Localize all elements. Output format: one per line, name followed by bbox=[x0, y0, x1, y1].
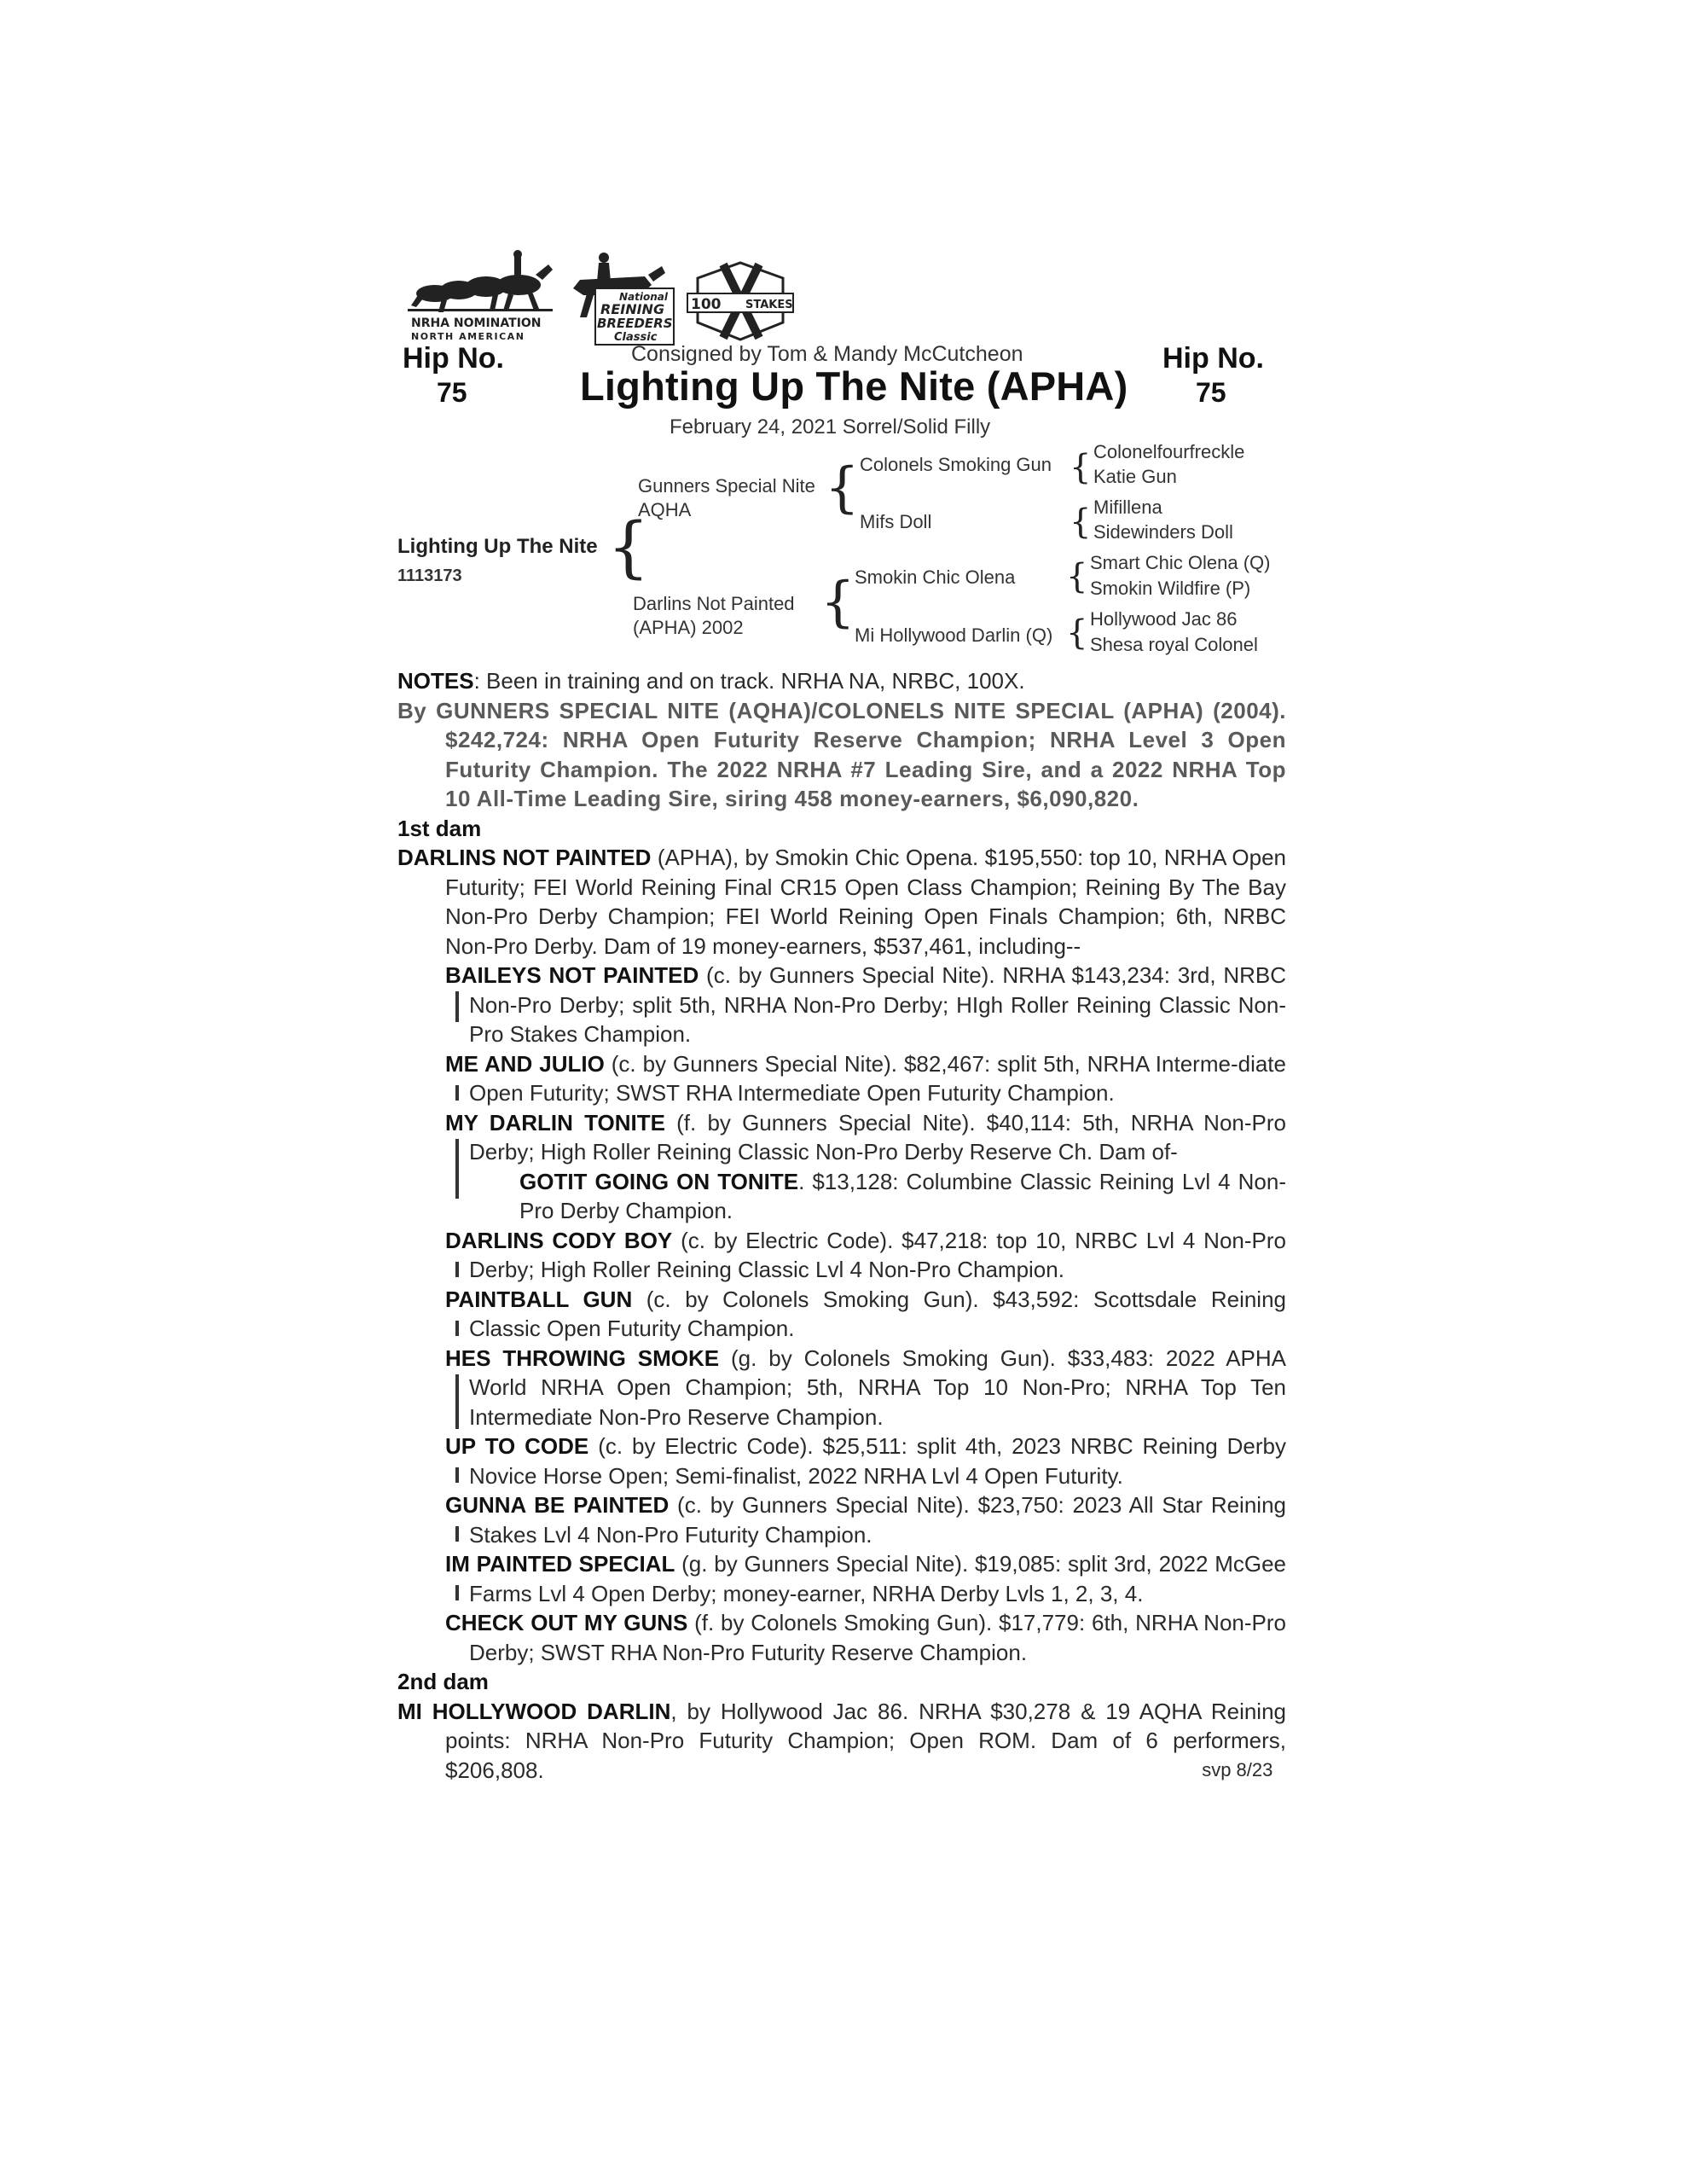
footer-code: svp 8/23 bbox=[1202, 1758, 1273, 1780]
offspring-entry: ME AND JULIO (c. by Gunners Special Nite). $82,467: split 5th, NRHA Interme-diate Open Futurity; SWST RHA Intermediate Open Futurity Champion. bbox=[445, 1050, 1286, 1106]
pedigree-dam: Darlins Not Painted (APHA) 2002 bbox=[633, 593, 795, 638]
offspring-entry: UP TO CODE (c. by Electric Code). $25,511: split 4th, 2023 NRBC Reining Derby Novice Horse Open; Semi-finalist, 2022 NRHA Lvl 4 Open Futurity. bbox=[445, 1433, 1286, 1489]
hip-label-left: Hip No. bbox=[403, 342, 504, 375]
first-dam-heading: 1st dam bbox=[397, 815, 482, 841]
offspring-bar bbox=[455, 1526, 459, 1542]
pedigree-ggp-5: Smart Chic Olena (Q) bbox=[1090, 552, 1271, 573]
hip-number-right: 75 bbox=[1196, 377, 1226, 408]
pedigree-sire-dam: Mifs Doll bbox=[860, 511, 932, 532]
nrha-logo-line1: NRHA NOMINATION bbox=[411, 317, 542, 330]
nrbc-logo-line4: Classic bbox=[614, 331, 658, 344]
horse-name-title: Lighting Up The Nite (APHA) bbox=[580, 363, 1128, 409]
registration-number: 1113173 bbox=[397, 566, 462, 585]
offspring-bar bbox=[455, 991, 459, 1022]
offspring-entry: DARLINS CODY BOY (c. by Electric Code). $47,218: top 10, NRBC Lvl 4 Non-Pro Derby; High Roller Reining Classic Lvl 4 Non-Pro Champion. bbox=[445, 1227, 1286, 1282]
notes-line: NOTES: Been in training and on track. NRHA NA, NRBC, 100X. bbox=[397, 668, 1025, 694]
offspring-entry: HES THROWING SMOKE (g. by Colonels Smoking Gun). $33,483: 2022 APHA World NRHA Open Champion; 5th, NRHA Top 10 Non-Pro; NRHA Top Ten Intermediate Non-Pro Reserve Champion. bbox=[445, 1345, 1287, 1430]
nrbc-logo-line3: BREEDERS bbox=[597, 316, 673, 331]
pedigree-brace-ggp3: { bbox=[1066, 557, 1088, 596]
pedigree-brace-main: { bbox=[607, 509, 650, 586]
pedigree-dam-sire: Smokin Chic Olena bbox=[855, 566, 1016, 588]
offspring-entry: CHECK OUT MY GUNS (f. by Colonels Smoking Gun). $17,779: 6th, NRHA Non-Pro Derby; SWST RHA Non-Pro Futurity Reserve Champion. bbox=[445, 1610, 1286, 1665]
catalog-body bbox=[397, 666, 1286, 1785]
offspring-entry: BAILEYS NOT PAINTED (c. by Gunners Special Nite). NRHA $143,234: 3rd, NRBC Non-Pro Derby; split 5th, NRHA Non-Pro Derby; HIgh Roller Reining Classic Non-Pro Stakes Champion. bbox=[445, 962, 1286, 1047]
offspring-entry: MY DARLIN TONITE (f. by Gunners Special Nite). $40,114: 5th, NRHA Non-Pro Derby; High Roller Reining Classic Non-Pro Derby Reserve Ch. Dam of- GOTIT GOING ON TONITE. $13,128: Columbine Classic Reining Lvl 4 Non-Pro Derby Champion. bbox=[421, 1108, 1286, 1226]
pedigree-sire: Gunners Special Nite AQHA bbox=[638, 475, 815, 520]
offspring-entry: PAINTBALL GUN (c. by Colonels Smoking Gun). $43,592: Scottsdale Reining Classic Open Futurity Champion. bbox=[445, 1286, 1286, 1341]
sire-paragraph: By GUNNERS SPECIAL NITE (AQHA)/COLONELS NITE SPECIAL (APHA) (2004). $242,724: NRHA Open Futurity Reserve Champion; NRHA Level 3 Open Futurity Champion. The 2022 NRHA #7 Leading Sire, and a 2022 NRHA Top 10 All-Time Leading Sire, siring 458 money-earners, $6,090,820. bbox=[397, 697, 1286, 811]
100x-stakes-logo bbox=[682, 256, 798, 346]
offspring-bar bbox=[455, 1321, 459, 1336]
pedigree-brace-ggp4: { bbox=[1066, 613, 1088, 653]
offspring-bar bbox=[455, 1585, 459, 1600]
offspring-bar bbox=[455, 1467, 459, 1483]
grand-offspring-entry: GOTIT GOING ON TONITE. $13,128: Columbine Classic Reining Lvl 4 Non-Pro Derby Champion. bbox=[519, 1168, 1286, 1223]
pedigree-brace-sire: { bbox=[825, 456, 860, 520]
pedigree-ggp-6: Smokin Wildfire (P) bbox=[1090, 578, 1251, 599]
pedigree-subject: Lighting Up The Nite bbox=[397, 535, 598, 558]
nrha-nomination-logo bbox=[408, 249, 557, 350]
first-dam-paragraph: DARLINS NOT PAINTED (APHA), by Smokin Chic Opena. $195,550: top 10, NRHA Open Futurity; FEI World Reining Final CR15 Open Class Champion; Reining By The Bay Non-Pro Derby Champion; FEI World Reining Open Finals Champion; 6th, NRBC Non-Pro Derby. Dam of 19 money-earners, $537,461, including-- bbox=[397, 845, 1286, 959]
nrha-logo-line2: NORTH AMERICAN bbox=[411, 331, 525, 342]
hip-label-right: Hip No. bbox=[1162, 342, 1264, 375]
pedigree-ggp-3: Mifillena bbox=[1093, 497, 1162, 518]
nrbc-logo bbox=[563, 251, 678, 346]
offspring-bar bbox=[455, 1262, 459, 1277]
second-dam-paragraph: MI HOLLYWOOD DARLIN, by Hollywood Jac 86. NRHA $30,278 & 19 AQHA Reining points: NRHA Non-Pro Futurity Champion; Open ROM. Dam of 6 performers, $206,808. svp 8/23 bbox=[397, 1697, 1286, 1786]
foaling-details: February 24, 2021 Sorrel/Solid Filly bbox=[670, 415, 991, 439]
consignor-line: Consigned by Tom & Mandy McCutcheon bbox=[631, 342, 1023, 366]
pedigree-sire-sire: Colonels Smoking Gun bbox=[860, 454, 1052, 475]
offspring-bar bbox=[455, 1139, 459, 1199]
offspring-bar bbox=[455, 1085, 459, 1101]
nrbc-logo-line1: National bbox=[619, 291, 668, 303]
nrbc-logo-line2: REINING bbox=[600, 301, 665, 317]
second-dam-heading: 2nd dam bbox=[397, 1669, 489, 1694]
pedigree-brace-ggp2: { bbox=[1070, 502, 1092, 542]
100x-logo-word: STAKES bbox=[745, 299, 793, 311]
pedigree-brace-dam: { bbox=[820, 571, 855, 634]
offspring-entry: GUNNA BE PAINTED (c. by Gunners Special Nite). $23,750: 2023 All Star Reining Stakes Lvl 4 Non-Pro Futurity Champion. bbox=[445, 1492, 1286, 1548]
100x-logo-number: 100 bbox=[691, 296, 722, 313]
offspring-bar bbox=[455, 1374, 459, 1429]
pedigree-brace-ggp1: { bbox=[1070, 448, 1092, 487]
pedigree-ggp-2: Katie Gun bbox=[1093, 466, 1177, 487]
pedigree-dam-dam: Mi Hollywood Darlin (Q) bbox=[855, 624, 1053, 646]
pedigree-ggp-7: Hollywood Jac 86 bbox=[1090, 608, 1238, 630]
offspring-entry: IM PAINTED SPECIAL (g. by Gunners Special Nite). $19,085: split 3rd, 2022 McGee Farms Lvl 4 Open Derby; money-earner, NRHA Derby Lvls 1, 2, 3, 4. bbox=[445, 1551, 1286, 1606]
hip-number-left: 75 bbox=[437, 377, 467, 408]
pedigree-ggp-8: Shesa royal Colonel bbox=[1090, 634, 1258, 655]
pedigree-ggp-1: Colonelfourfreckle bbox=[1093, 441, 1245, 462]
pedigree-ggp-4: Sidewinders Doll bbox=[1093, 521, 1233, 543]
